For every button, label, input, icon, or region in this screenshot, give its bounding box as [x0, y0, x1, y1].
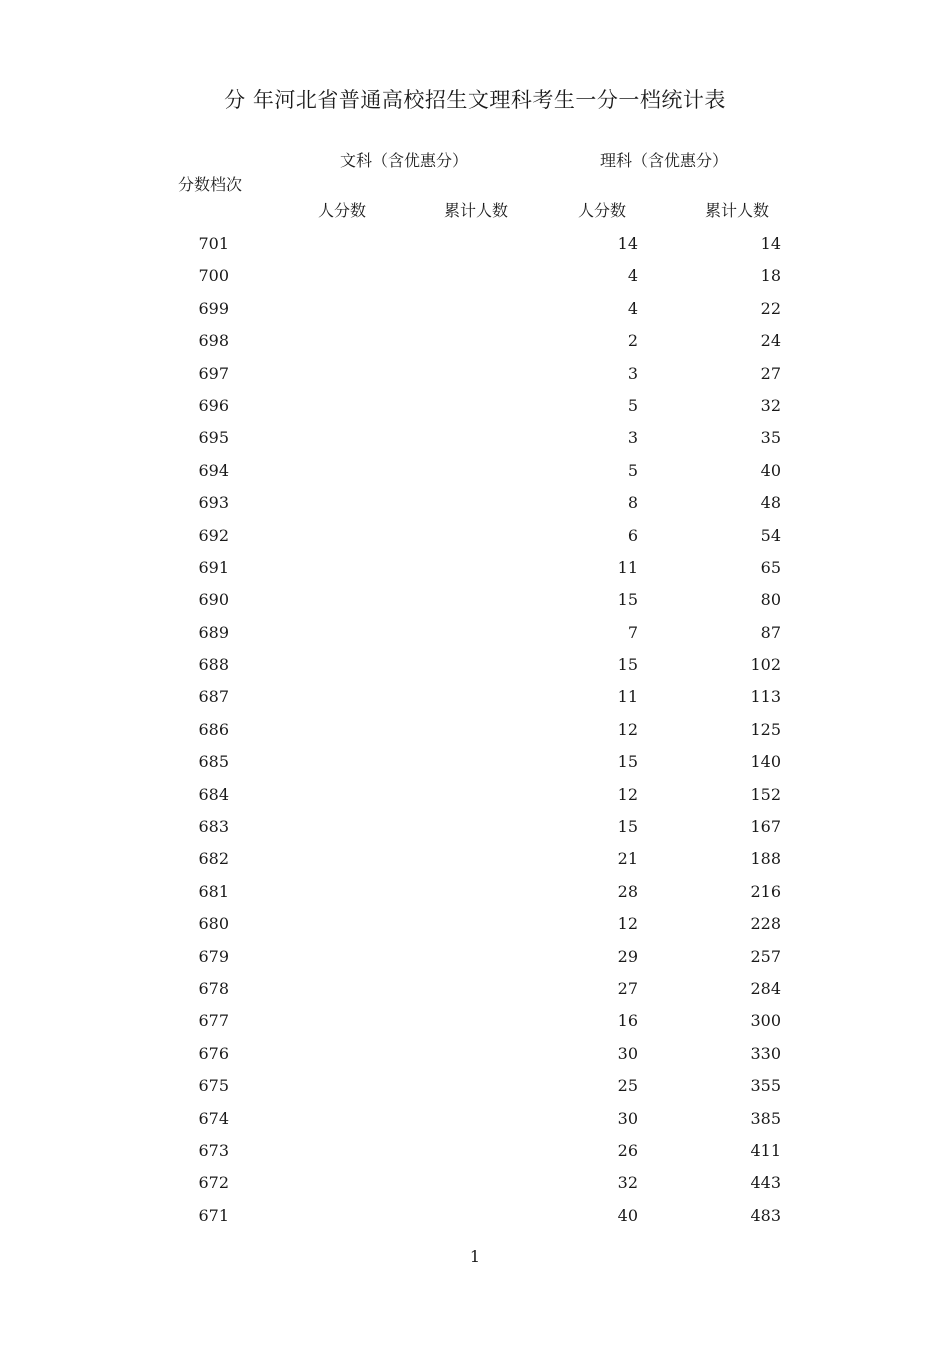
table-row [0, 1069, 950, 1101]
like-count-cell: 15 [617, 655, 638, 675]
like-cumulative-cell: 140 [750, 752, 781, 772]
table-row [0, 648, 950, 680]
like-count-cell: 7 [627, 622, 638, 642]
table-row [0, 324, 950, 356]
score-cell: 680 [198, 914, 229, 934]
like-cumulative-cell: 300 [750, 1011, 781, 1031]
table-row [0, 1037, 950, 1069]
header-like-group: 理科（含优惠分） [600, 151, 729, 170]
like-cumulative-cell: 48 [760, 493, 781, 513]
like-count-cell: 12 [617, 914, 638, 934]
table-row [0, 1166, 950, 1198]
score-cell: 683 [198, 817, 229, 837]
like-count-cell: 14 [617, 234, 638, 253]
like-count-cell: 12 [617, 719, 638, 739]
like-count-cell: 30 [617, 1043, 638, 1063]
page-number: 1 [469, 1247, 481, 1266]
like-cumulative-cell: 125 [750, 719, 781, 739]
score-cell: 695 [198, 428, 229, 448]
table-row [0, 389, 950, 421]
table-row [0, 1134, 950, 1166]
score-cell: 672 [198, 1173, 229, 1193]
like-cumulative-cell: 385 [750, 1108, 781, 1128]
table-row [0, 907, 950, 939]
header-score-column: 分数档次 [178, 175, 243, 194]
like-count-cell: 28 [617, 881, 638, 901]
like-count-cell: 15 [617, 817, 638, 837]
score-cell: 675 [198, 1076, 229, 1096]
header-wenke-group: 文科（含优惠分） [340, 151, 469, 170]
table-row [0, 680, 950, 712]
table-row [0, 292, 950, 324]
like-cumulative-cell: 40 [760, 460, 781, 480]
score-cell: 689 [198, 622, 229, 642]
like-cumulative-cell: 330 [750, 1043, 781, 1063]
score-cell: 692 [198, 525, 229, 545]
like-count-cell: 6 [627, 525, 638, 545]
score-cell: 699 [198, 298, 229, 318]
table-row [0, 1199, 950, 1231]
table-row [0, 486, 950, 518]
like-count-cell: 3 [627, 363, 638, 383]
score-cell: 671 [198, 1205, 229, 1225]
score-table-body [0, 227, 950, 1231]
table-row [0, 551, 950, 583]
score-cell: 679 [198, 946, 229, 966]
table-row [0, 519, 950, 551]
score-cell: 684 [198, 784, 229, 804]
table-row [0, 940, 950, 972]
like-cumulative-cell: 167 [750, 817, 781, 837]
score-cell: 677 [198, 1011, 229, 1031]
like-count-cell: 27 [617, 978, 638, 998]
like-cumulative-cell: 188 [750, 849, 781, 869]
like-count-cell: 5 [627, 460, 638, 480]
table-row [0, 810, 950, 842]
like-count-cell: 2 [627, 331, 638, 351]
score-cell: 687 [198, 687, 229, 707]
score-cell: 688 [198, 655, 229, 675]
like-count-cell: 32 [617, 1173, 638, 1193]
like-cumulative-cell: 411 [750, 1140, 781, 1160]
header-like-count: 人分数 [578, 201, 627, 220]
like-count-cell: 4 [627, 298, 638, 318]
score-cell: 686 [198, 719, 229, 739]
score-cell: 682 [198, 849, 229, 869]
table-row [0, 972, 950, 1004]
table-row [0, 1004, 950, 1036]
like-count-cell: 15 [617, 590, 638, 610]
like-count-cell: 11 [617, 557, 638, 577]
page-title: 分 年河北省普通高校招生文理科考生一分一档统计表 [224, 88, 726, 112]
like-cumulative-cell: 228 [750, 914, 781, 934]
like-count-cell: 15 [617, 752, 638, 772]
like-cumulative-cell: 14 [760, 234, 781, 253]
table-row [0, 1102, 950, 1134]
like-count-cell: 11 [617, 687, 638, 707]
score-cell: 681 [198, 881, 229, 901]
table-row [0, 745, 950, 777]
like-count-cell: 5 [627, 395, 638, 415]
like-cumulative-cell: 87 [760, 622, 781, 642]
like-count-cell: 12 [617, 784, 638, 804]
like-cumulative-cell: 54 [760, 525, 781, 545]
like-count-cell: 21 [617, 849, 638, 869]
table-row [0, 778, 950, 810]
header-wenke-cumulative: 累计人数 [444, 201, 509, 220]
score-cell: 701 [198, 234, 229, 253]
table-row [0, 357, 950, 389]
like-count-cell: 30 [617, 1108, 638, 1128]
like-cumulative-cell: 102 [750, 655, 781, 675]
like-count-cell: 29 [617, 946, 638, 966]
score-cell: 696 [198, 395, 229, 415]
like-cumulative-cell: 152 [750, 784, 781, 804]
like-cumulative-cell: 80 [760, 590, 781, 610]
like-cumulative-cell: 24 [760, 331, 781, 351]
like-count-cell: 4 [627, 266, 638, 286]
table-row [0, 616, 950, 648]
like-cumulative-cell: 355 [750, 1076, 781, 1096]
table-row [0, 842, 950, 874]
score-cell: 697 [198, 363, 229, 383]
like-count-cell: 40 [617, 1205, 638, 1225]
table-row [0, 227, 950, 259]
like-cumulative-cell: 443 [750, 1173, 781, 1193]
like-cumulative-cell: 22 [760, 298, 781, 318]
score-cell: 678 [198, 978, 229, 998]
score-cell: 693 [198, 493, 229, 513]
table-row [0, 875, 950, 907]
like-cumulative-cell: 257 [750, 946, 781, 966]
like-cumulative-cell: 113 [750, 687, 781, 707]
score-cell: 674 [198, 1108, 229, 1128]
like-cumulative-cell: 483 [750, 1205, 781, 1225]
like-cumulative-cell: 27 [760, 363, 781, 383]
like-count-cell: 16 [617, 1011, 638, 1031]
header-like-cumulative: 累计人数 [705, 201, 770, 220]
like-cumulative-cell: 65 [760, 557, 781, 577]
like-count-cell: 8 [627, 493, 638, 513]
header-wenke-count: 人分数 [318, 201, 367, 220]
score-cell: 690 [198, 590, 229, 610]
like-count-cell: 3 [627, 428, 638, 448]
score-cell: 700 [198, 266, 229, 286]
score-cell: 694 [198, 460, 229, 480]
like-cumulative-cell: 216 [750, 881, 781, 901]
score-cell: 691 [198, 557, 229, 577]
like-count-cell: 26 [617, 1140, 638, 1160]
score-cell: 698 [198, 331, 229, 351]
table-row [0, 421, 950, 453]
table-row [0, 259, 950, 291]
like-cumulative-cell: 284 [750, 978, 781, 998]
table-row [0, 713, 950, 745]
table-row [0, 454, 950, 486]
table-row [0, 583, 950, 615]
score-cell: 676 [198, 1043, 229, 1063]
score-cell: 673 [198, 1140, 229, 1160]
like-count-cell: 25 [617, 1076, 638, 1096]
like-cumulative-cell: 35 [760, 428, 781, 448]
score-cell: 685 [198, 752, 229, 772]
like-cumulative-cell: 18 [760, 266, 781, 286]
like-cumulative-cell: 32 [760, 395, 781, 415]
